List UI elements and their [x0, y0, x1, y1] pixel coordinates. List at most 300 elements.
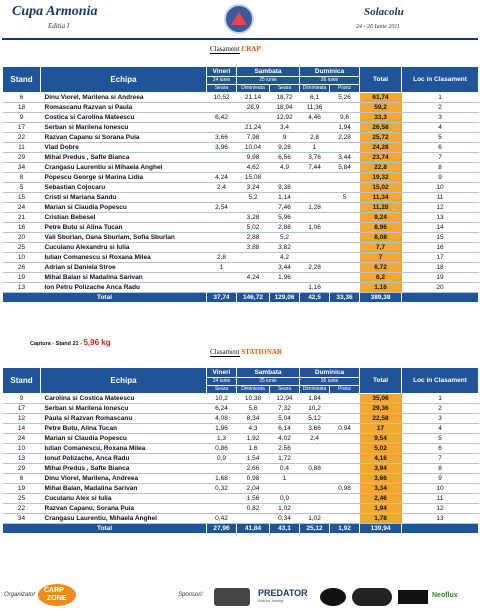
catch-value: 7,98 [237, 133, 270, 143]
saturday-date: 25 iunie [237, 378, 300, 386]
catch-value: 1,3 [207, 434, 237, 444]
catch-value: 5,26 [330, 93, 360, 103]
catch-value: 18,94 [270, 103, 300, 113]
team-total: 22,58 [360, 414, 402, 424]
sunday-header: Duminica [300, 67, 360, 77]
catch-value: 4,9 [270, 163, 300, 173]
catch-value: 1,92 [237, 434, 270, 444]
rank-number: 13 [402, 213, 479, 223]
table-row [3, 424, 479, 434]
rank-number: 2 [402, 103, 479, 113]
team-name: Marian si Claudia Popescu [41, 203, 207, 213]
crap-section-title: Clasament CRAP [210, 45, 261, 53]
stand-header: Stand [3, 368, 41, 394]
catch-value: 1,96 [270, 273, 300, 283]
catch-value: 2,88 [270, 223, 300, 233]
stand-number: 25 [3, 243, 41, 253]
stationar-section-title: Clasament STATIONAR [210, 348, 282, 356]
catch-value: 9,28 [270, 143, 300, 153]
stand-number: 18 [3, 103, 41, 113]
session-noon: Pranz [330, 386, 360, 394]
table-row [3, 414, 479, 424]
catch-value: 5 [330, 193, 360, 203]
catch-value [330, 414, 360, 424]
page-header [0, 0, 480, 42]
stand-number: 20 [3, 233, 41, 243]
catch-value [237, 253, 270, 263]
total-value: 146,72 [237, 293, 270, 303]
team-name: Popescu George si Marina Lidia [41, 173, 207, 183]
team-name: Sebastian Cojocaru [41, 183, 207, 193]
rank-number: 5 [402, 133, 479, 143]
table-row [3, 183, 479, 193]
catch-value: 1,56 [237, 494, 270, 504]
friday-header: Vineri [207, 67, 237, 77]
total-empty [402, 524, 479, 534]
team-total: 23,74 [360, 153, 402, 163]
table-row [3, 243, 479, 253]
table-row [3, 464, 479, 474]
rank-number: 10 [402, 183, 479, 193]
catch-value [300, 243, 330, 253]
table-row [3, 273, 479, 283]
catch-value: 1,72 [270, 454, 300, 464]
team-header: Echipa [41, 368, 207, 394]
catch-value: 1,84 [300, 394, 330, 404]
table-row [3, 113, 479, 123]
table-row [3, 263, 479, 273]
team-total: 1,78 [360, 514, 402, 524]
sponsor-logo [398, 590, 428, 604]
catch-value [300, 213, 330, 223]
catch-value: 0,32 [207, 484, 237, 494]
catch-value: 4,02 [270, 434, 300, 444]
stand-number: 17 [3, 123, 41, 133]
catch-value [300, 454, 330, 464]
catch-value: 6,14 [270, 424, 300, 434]
team-name: Mihai Balan, Madalina Sarivan [41, 484, 207, 494]
catch-value [300, 474, 330, 484]
catch-value: 4,3 [237, 424, 270, 434]
stand-number: 5 [3, 183, 41, 193]
rank-number: 12 [402, 504, 479, 514]
stand-number: 16 [3, 223, 41, 233]
team-header: Echipa [41, 67, 207, 93]
catch-value [207, 243, 237, 253]
catch-value: 10,04 [237, 143, 270, 153]
catch-value [330, 444, 360, 454]
catch-value: 18,72 [270, 93, 300, 103]
catch-value: 2,28 [300, 263, 330, 273]
stand-number: 6 [3, 93, 41, 103]
catch-value: 2,04 [237, 484, 270, 494]
catch-value: 7,32 [270, 404, 300, 414]
rank-number: 8 [402, 163, 479, 173]
catch-value: 3,44 [270, 263, 300, 273]
table-row [3, 203, 479, 213]
catch-value [330, 143, 360, 153]
grand-total: 389,38 [360, 293, 402, 303]
predator-logo-sub: Bait for fishing [258, 598, 284, 603]
catch-value: 7,44 [300, 163, 330, 173]
table-row [3, 163, 479, 173]
team-name: Razvan Capanu si Sorana Puia [41, 133, 207, 143]
total-empty [402, 293, 479, 303]
catch-value [207, 213, 237, 223]
catch-value [330, 203, 360, 213]
team-total: 4,16 [360, 454, 402, 464]
stand-number: 29 [3, 464, 41, 474]
saturday-header: Sambata [237, 368, 300, 378]
team-total: 9,24 [360, 213, 402, 223]
catch-value: 2,8 [300, 133, 330, 143]
header-divider [2, 38, 478, 40]
catch-value: 21,14 [237, 93, 270, 103]
rank-number: 7 [402, 153, 479, 163]
stand-number: 14 [3, 424, 41, 434]
catch-value: 21,24 [237, 123, 270, 133]
session-evening: Seara [270, 85, 300, 93]
catch-value: 2,88 [237, 233, 270, 243]
stand-number: 19 [3, 273, 41, 283]
catch-value [330, 514, 360, 524]
catch-value: 5,2 [270, 233, 300, 243]
session-morning: Diminieata [300, 386, 330, 394]
table-row [3, 123, 479, 133]
table-row [3, 103, 479, 113]
edition-label: Editia I [48, 22, 70, 30]
catch-value [330, 504, 360, 514]
catch-value: 1,16 [300, 283, 330, 293]
catch-value: 0,9 [207, 454, 237, 464]
catch-value [330, 183, 360, 193]
catch-value: 4,46 [300, 113, 330, 123]
total-row [3, 293, 479, 303]
catch-value [300, 484, 330, 494]
catch-value [207, 163, 237, 173]
catch-value: 3,66 [207, 133, 237, 143]
team-name: Razvan Capanu, Sorana Puia [41, 504, 207, 514]
catch-value [330, 233, 360, 243]
table-row [3, 213, 479, 223]
sunday-date: 26 iunie [300, 77, 360, 85]
team-total: 24,28 [360, 143, 402, 153]
catch-value [300, 173, 330, 183]
stand-number: 9 [3, 113, 41, 123]
catch-value: 1 [300, 143, 330, 153]
catch-value [237, 283, 270, 293]
stand-number: 24 [3, 203, 41, 213]
stand-number: 13 [3, 454, 41, 464]
catch-value: 1,14 [270, 193, 300, 203]
stand-header: Stand [3, 67, 41, 93]
catch-value: 0,98 [237, 474, 270, 484]
rank-number: 1 [402, 394, 479, 404]
catch-value: 5,84 [330, 163, 360, 173]
stand-number: 8 [3, 173, 41, 183]
rank-header: Loc in Clasament [402, 368, 479, 394]
catch-value: 1,28 [300, 203, 330, 213]
stand-number: 13 [3, 283, 41, 293]
carpzone-logo-text: CARP [44, 587, 64, 594]
stand-number: 6 [3, 474, 41, 484]
rank-number: 20 [402, 283, 479, 293]
catch-value [330, 243, 360, 253]
rank-number: 7 [402, 454, 479, 464]
team-name: Marian si Claudia Popescu [41, 434, 207, 444]
catch-value [330, 494, 360, 504]
catch-value [330, 223, 360, 233]
catch-value: 5,6 [237, 404, 270, 414]
catch-value [270, 173, 300, 183]
catch-value: 3,24 [237, 183, 270, 193]
catch-value [330, 213, 360, 223]
catch-value [330, 434, 360, 444]
total-value: 43,1 [270, 524, 300, 534]
table-row [3, 404, 479, 414]
catch-value [207, 464, 237, 474]
total-value: 1,92 [330, 524, 360, 534]
table-row [3, 143, 479, 153]
table-row [3, 233, 479, 243]
catch-value: 4,24 [237, 273, 270, 283]
team-name: Paula si Razvan Romascanu [41, 414, 207, 424]
page-title: Cupa Armonia [12, 4, 98, 19]
rank-number: 2 [402, 404, 479, 414]
team-total: 7 [360, 253, 402, 263]
catch-value: 3,82 [270, 243, 300, 253]
sponsor-logo [214, 588, 250, 606]
catch-value: 3,28 [237, 213, 270, 223]
catch-value [207, 233, 237, 243]
stand-number: 34 [3, 514, 41, 524]
session-evening: Seara [207, 85, 237, 93]
crap-ranking-table [2, 66, 479, 303]
catch-value: 0,98 [330, 484, 360, 494]
team-name: Adrian si Daniela Stroe [41, 263, 207, 273]
team-total: 33,3 [360, 113, 402, 123]
team-total: 3,66 [360, 474, 402, 484]
total-row [3, 524, 479, 534]
rank-number: 3 [402, 113, 479, 123]
table-row [3, 253, 479, 263]
catch-value: 5,2 [237, 193, 270, 203]
team-total: 29,36 [360, 404, 402, 414]
catch-value: 10,2 [300, 404, 330, 414]
rank-number: 4 [402, 424, 479, 434]
catch-value: 2,4 [207, 183, 237, 193]
table-row [3, 283, 479, 293]
catch-value: 4,62 [237, 163, 270, 173]
team-name: Costica si Carolina Mateescu [41, 113, 207, 123]
stand-number: 22 [3, 133, 41, 143]
grand-total: 139,94 [360, 524, 402, 534]
rank-number: 17 [402, 253, 479, 263]
stand-number: 19 [3, 484, 41, 494]
total-header: Total [360, 67, 402, 93]
rank-header: Loc in Clasament [402, 67, 479, 93]
catch-value: 4,2 [270, 253, 300, 263]
stand-number: 34 [3, 163, 41, 173]
table-row [3, 394, 479, 404]
team-name: Iulian Comanescu, Roxana Milea [41, 444, 207, 454]
catch-value: 10,2 [207, 394, 237, 404]
team-total: 26,58 [360, 123, 402, 133]
catch-value [330, 263, 360, 273]
catch-value [300, 123, 330, 133]
catch-value: 2,4 [300, 434, 330, 444]
rank-number: 8 [402, 464, 479, 474]
team-total: 1,94 [360, 504, 402, 514]
team-total: 11,34 [360, 193, 402, 203]
catch-value: 1 [270, 474, 300, 484]
catch-value [207, 283, 237, 293]
table-row [3, 223, 479, 233]
catch-value: 5,04 [270, 414, 300, 424]
saturday-date: 25 iunie [237, 77, 300, 85]
rank-number: 9 [402, 173, 479, 183]
total-value: 27,96 [207, 524, 237, 534]
catch-value: 10,38 [237, 394, 270, 404]
club-logo [224, 4, 254, 34]
catch-value: 4,08 [207, 414, 237, 424]
catch-value: 9,98 [237, 153, 270, 163]
catch-value: 2,8 [207, 253, 237, 263]
stand-number: 17 [3, 404, 41, 414]
team-total: 6,72 [360, 263, 402, 273]
sunday-header: Duminica [300, 368, 360, 378]
team-total: 25,72 [360, 133, 402, 143]
team-name: Mihai Predus , Safte Bianca [41, 153, 207, 163]
stand-number: 25 [3, 494, 41, 504]
catch-value: 8,34 [237, 414, 270, 424]
dates-label: 24 - 26 Iunie 2011 [356, 24, 400, 30]
catch-value [237, 113, 270, 123]
catch-value: 3,76 [300, 153, 330, 163]
team-total: 3,34 [360, 484, 402, 494]
total-value: 129,06 [270, 293, 300, 303]
team-name: Serban si Marilena Ionescu [41, 123, 207, 133]
session-evening: Seara [270, 386, 300, 394]
session-evening: Seara [207, 386, 237, 394]
stand-number: 9 [3, 394, 41, 404]
catch-value: 2,56 [270, 444, 300, 454]
team-total: 22,8 [360, 163, 402, 173]
team-name: Carolina si Costica Mateescu [41, 394, 207, 404]
team-name: Vali Sburlan, Oana Sburlam, Sofia Sburlan [41, 233, 207, 243]
table-row [3, 504, 479, 514]
team-total: 19,32 [360, 173, 402, 183]
catch-value: 1,96 [207, 424, 237, 434]
team-name: Ionut Polizache, Anca Radu [41, 454, 207, 464]
catch-value: 0,34 [270, 514, 300, 524]
carpzone-logo-text: ZONE [47, 595, 67, 602]
catch-value: 1,06 [300, 223, 330, 233]
catch-value [207, 494, 237, 504]
table-row [3, 494, 479, 504]
catch-value [300, 273, 330, 283]
catch-value [330, 173, 360, 183]
catch-value [237, 514, 270, 524]
catch-value: 5,12 [300, 414, 330, 424]
rank-number: 1 [402, 93, 479, 103]
catch-value: 12,92 [270, 113, 300, 123]
predator-logo-text: PREDATOR [258, 588, 308, 598]
team-name: Iulian Comanescu si Roxana Milea [41, 253, 207, 263]
catch-value [207, 153, 237, 163]
catch-value: 3,96 [207, 143, 237, 153]
total-value: 41,84 [237, 524, 270, 534]
team-name: Crangasu Laurentiu, Mihaela Anghel [41, 514, 207, 524]
sponsor-logo [352, 588, 392, 606]
total-label: Total [3, 524, 207, 534]
team-name: Cuculanu Alexandru si Iulia [41, 243, 207, 253]
catch-value: 0,82 [237, 504, 270, 514]
rank-number: 11 [402, 193, 479, 203]
team-total: 61,74 [360, 93, 402, 103]
catch-value: 9,6 [330, 113, 360, 123]
catch-value [330, 454, 360, 464]
location-label: Solacolu [364, 6, 404, 18]
catch-value: 11,36 [300, 103, 330, 113]
session-noon: Pranz [330, 85, 360, 93]
stand-number: 22 [3, 504, 41, 514]
catch-value: 0,42 [207, 514, 237, 524]
stand-number: 12 [3, 414, 41, 424]
friday-date: 24 iunie [207, 77, 237, 85]
rank-number: 10 [402, 484, 479, 494]
catch-value [237, 203, 270, 213]
stand-number: 15 [3, 193, 41, 203]
catch-value [300, 233, 330, 243]
rank-number: 13 [402, 514, 479, 524]
team-name: Serban si Marilena Ionescu [41, 404, 207, 414]
rank-number: 11 [402, 494, 479, 504]
rank-number: 3 [402, 414, 479, 424]
team-name: Cristian Bebesel [41, 213, 207, 223]
catch-value [300, 183, 330, 193]
stand-number: 24 [3, 434, 41, 444]
rank-number: 9 [402, 474, 479, 484]
catch-value: 2,54 [207, 203, 237, 213]
stand-number: 10 [3, 444, 41, 454]
catch-value: 2,66 [237, 464, 270, 474]
table-row [3, 484, 479, 494]
table-row [3, 454, 479, 464]
team-name: Petre Butu, Alina Tucan [41, 424, 207, 434]
rank-number: 12 [402, 203, 479, 213]
catch-value: 3,44 [330, 153, 360, 163]
friday-date: 24 iunie [207, 378, 237, 386]
catch-value [330, 253, 360, 263]
catch-value: 0,9 [270, 494, 300, 504]
catch-value: 0,94 [330, 424, 360, 434]
carpzone-logo [38, 584, 76, 606]
team-total: 5,02 [360, 444, 402, 454]
catch-value [330, 474, 360, 484]
rank-number: 16 [402, 243, 479, 253]
catch-value: 1,68 [207, 474, 237, 484]
catch-value: 9,38 [270, 183, 300, 193]
stand-number: 26 [3, 263, 41, 273]
rank-number: 6 [402, 143, 479, 153]
catch-value [300, 504, 330, 514]
team-name: Petre Butu si Alina Tucan [41, 223, 207, 233]
catch-value [207, 504, 237, 514]
catch-value [207, 273, 237, 283]
catch-value: 5,02 [237, 223, 270, 233]
team-total: 15,02 [360, 183, 402, 193]
